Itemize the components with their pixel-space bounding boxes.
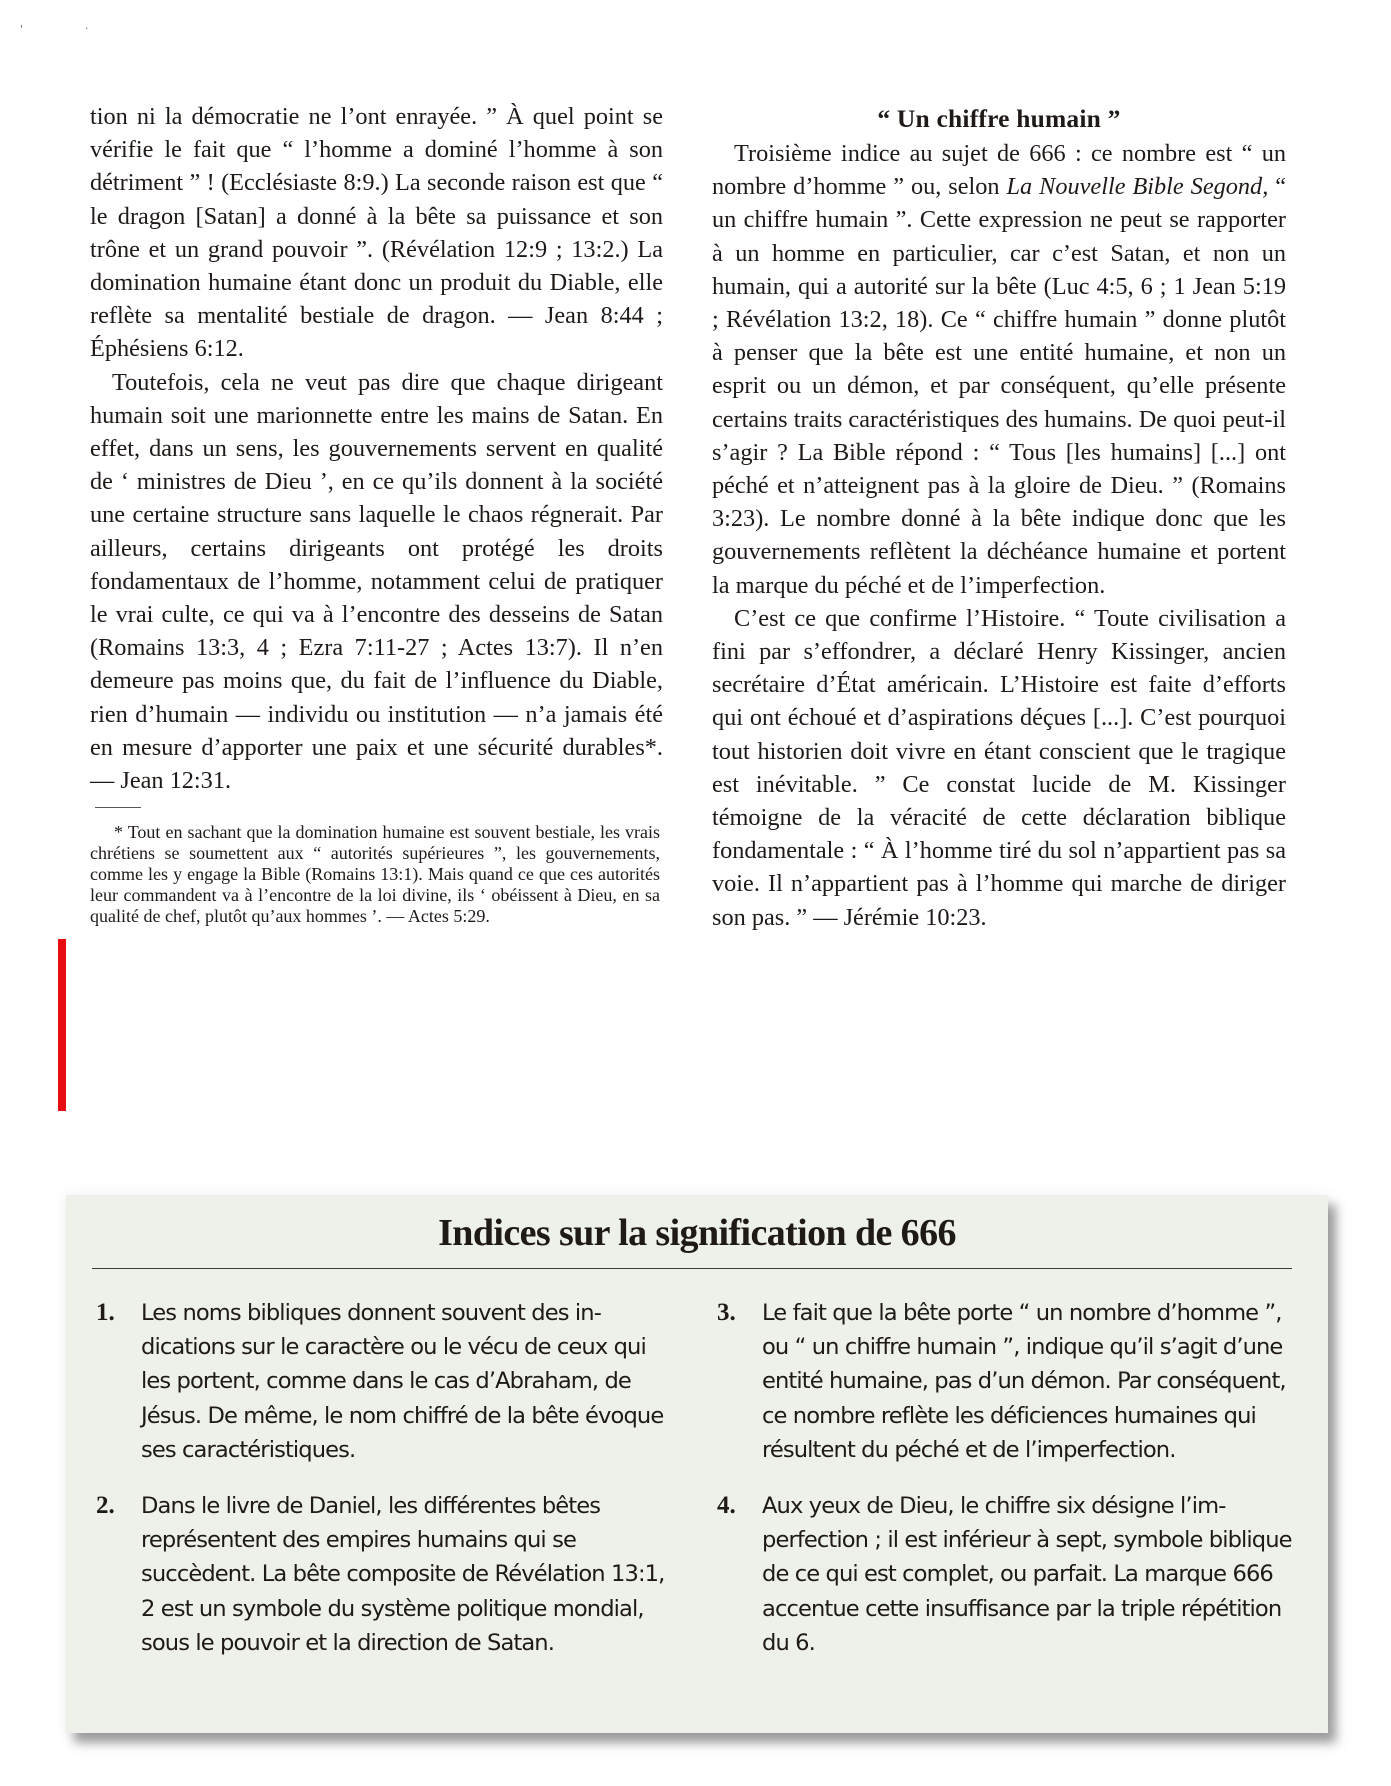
item-number: 1. xyxy=(96,1299,115,1326)
box-title: Indices sur la signification de 666 xyxy=(438,1212,956,1254)
right-column xyxy=(712,103,1286,934)
item-number: 2. xyxy=(96,1492,115,1520)
paragraph xyxy=(712,137,1286,602)
section-heading: “ Un chiffre humain ” xyxy=(877,104,1121,133)
item-text: Les noms bibliques donnent souvent des indications sur le caractère ou le vécu de ceux qui les portent, comme dans le cas d’Abraham, de Jésus. De même, le nom chiffré de la bête évoque ses caractéristiques. xyxy=(141,1300,664,1463)
box-title-rule xyxy=(92,1268,1292,1269)
scan-artifact: · xyxy=(85,24,89,35)
item-number: 3. xyxy=(717,1299,736,1326)
paragraph-text: Troisième indice au sujet de 666 : ce nombre est “ un nombre d’homme ” ou, selon xyxy=(712,140,1286,201)
paragraph: Toutefois, cela ne veut pas dire que chaque dirigeant humain soit une marionnette entre les mains de Satan. En effet, dans un sens, les gouvernements servent en qualité de ‘ ministres de Dieu ’, en ce qu’ils donnent à la société une certaine structure sans laquelle le chaos régnerait. Par ailleurs, certains dirigeants ont protégé les droits fondamentaux de l’homme, notamment celui de pratiquer le vrai culte, ce qui va à l’encontre des desseins de Satan (Romains 13:3, 4 ; Ezra 7:11-27 ; Actes 13:7). Il n’en demeure pas moins que, du fait de l’influence du Diable, rien d’humain — individu ou institution — n’a jamais été en mesure d’apporter une paix et une sécurité durables*. — Jean 12:31. xyxy=(90,368,663,795)
list-item xyxy=(96,1296,676,1467)
book-title: La Nouvelle Bible Segond, xyxy=(1006,173,1269,201)
change-bar xyxy=(58,939,66,1111)
footnote: * Tout en sachant que la domination humaine est souvent bestiale, les vrais chrétiens se soumettent aux “ autorités supérieures ”, les gouvernements, comme les y engage la Bible (Romains 13:1). Mais quand ce que ces autorités leur commandent va à l’encontre de la loi divine, ils ‘ obéissent à Dieu, en sa qualité de chef, plutôt qu’aux hommes ’. — Actes 5:29. xyxy=(90,822,660,927)
paragraph: tion ni la démocratie ne l’ont enrayée. ” À quel point se vérifie le fait que “ l’homme a dominé l’homme à son détriment ” ! (Ecclésiaste 8:9.) La seconde raison est que “ le dragon [Satan] a donné à la bête sa puissance et son trône et un grand pouvoir ”. (Révélation 12:9 ; 13:2.) La domination humaine étant donc un produit du Diable, elle reflète sa mentalité bestiale de dragon. — Jean 8:44 ; Éphésiens 6:12. xyxy=(90,103,663,363)
item-text: Dans le livre de Daniel, les différentes bêtes représentent des empires humains qui se succèdent. La bête composite de Révélation 13:1, 2 est un symbole du système politique mondial, sous le pouvoir et la direction de Satan. xyxy=(141,1493,665,1656)
list-item xyxy=(717,1489,1297,1660)
scan-artifact: ' xyxy=(20,24,23,35)
item-text: Le fait que la bête porte “ un nombre d’homme ”, ou “ un chiffre humain ”, indique qu’il s’agit d’une entité humaine, pas d’un démon. Par conséquent, ce nombre reflète les déficiences humaines qui résultent du péché et de l’imperfection. xyxy=(762,1300,1286,1463)
paragraph-text: “ un chiffre humain ”. Cette expression ne peut se rapporter à un homme en particulier, car c’est Satan, et non un humain, qui a autorité sur la bête (Luc 4:5, 6 ; 1 Jean 5:19 ; Révélation 13:2, 18). Ce “ chiffre humain ” donne plutôt à penser que la bête est une entité humaine, et non un esprit ou un démon, et par conséquent, qu’elle présente certains traits caractéristiques des humains. De quoi peut-il s’agir ? La Bible répond : “ Tous [les humains] [...] ont péché et n’atteignent pas à la gloire de Dieu. ” (Romains 3:23). Le nombre donné à la bête indique donc que les gouvernements reflètent la déchéance humaine et portent la marque du péché et de l’imperfection. xyxy=(712,173,1287,599)
list-item xyxy=(96,1489,676,1660)
list-item xyxy=(717,1296,1297,1467)
left-column xyxy=(90,100,663,927)
item-number: 4. xyxy=(717,1492,736,1520)
paragraph: C’est ce que confirme l’Histoire. “ Toute civilisation a fini par s’effondrer, a déclaré Henry Kissinger, ancien secrétaire d’État américain. L’Histoire est faite d’efforts qui ont échoué et d’aspirations déçues [...]. C’est pourquoi tout historien doit vivre en étant conscient que le tragique est inévitable. ” Ce constat lucide de M. Kissinger témoigne de la véracité de cette déclaration biblique fondamentale : “ À l’homme tiré du sol n’appartient pas sa voie. Il n’appartient pas à l’homme qui marche de diriger son pas. ” — Jérémie 10:23. xyxy=(712,604,1286,931)
footnote-divider xyxy=(95,807,141,808)
box-items-left xyxy=(96,1296,676,1682)
item-text: Aux yeux de Dieu, le chiffre six désigne l’imperfection ; il est inférieur à sept, symbole biblique de ce qui est complet, ou parfait. La marque 666 accentue cette insuffisance par la triple répétition du 6. xyxy=(762,1493,1292,1656)
box-items-right xyxy=(717,1296,1297,1682)
